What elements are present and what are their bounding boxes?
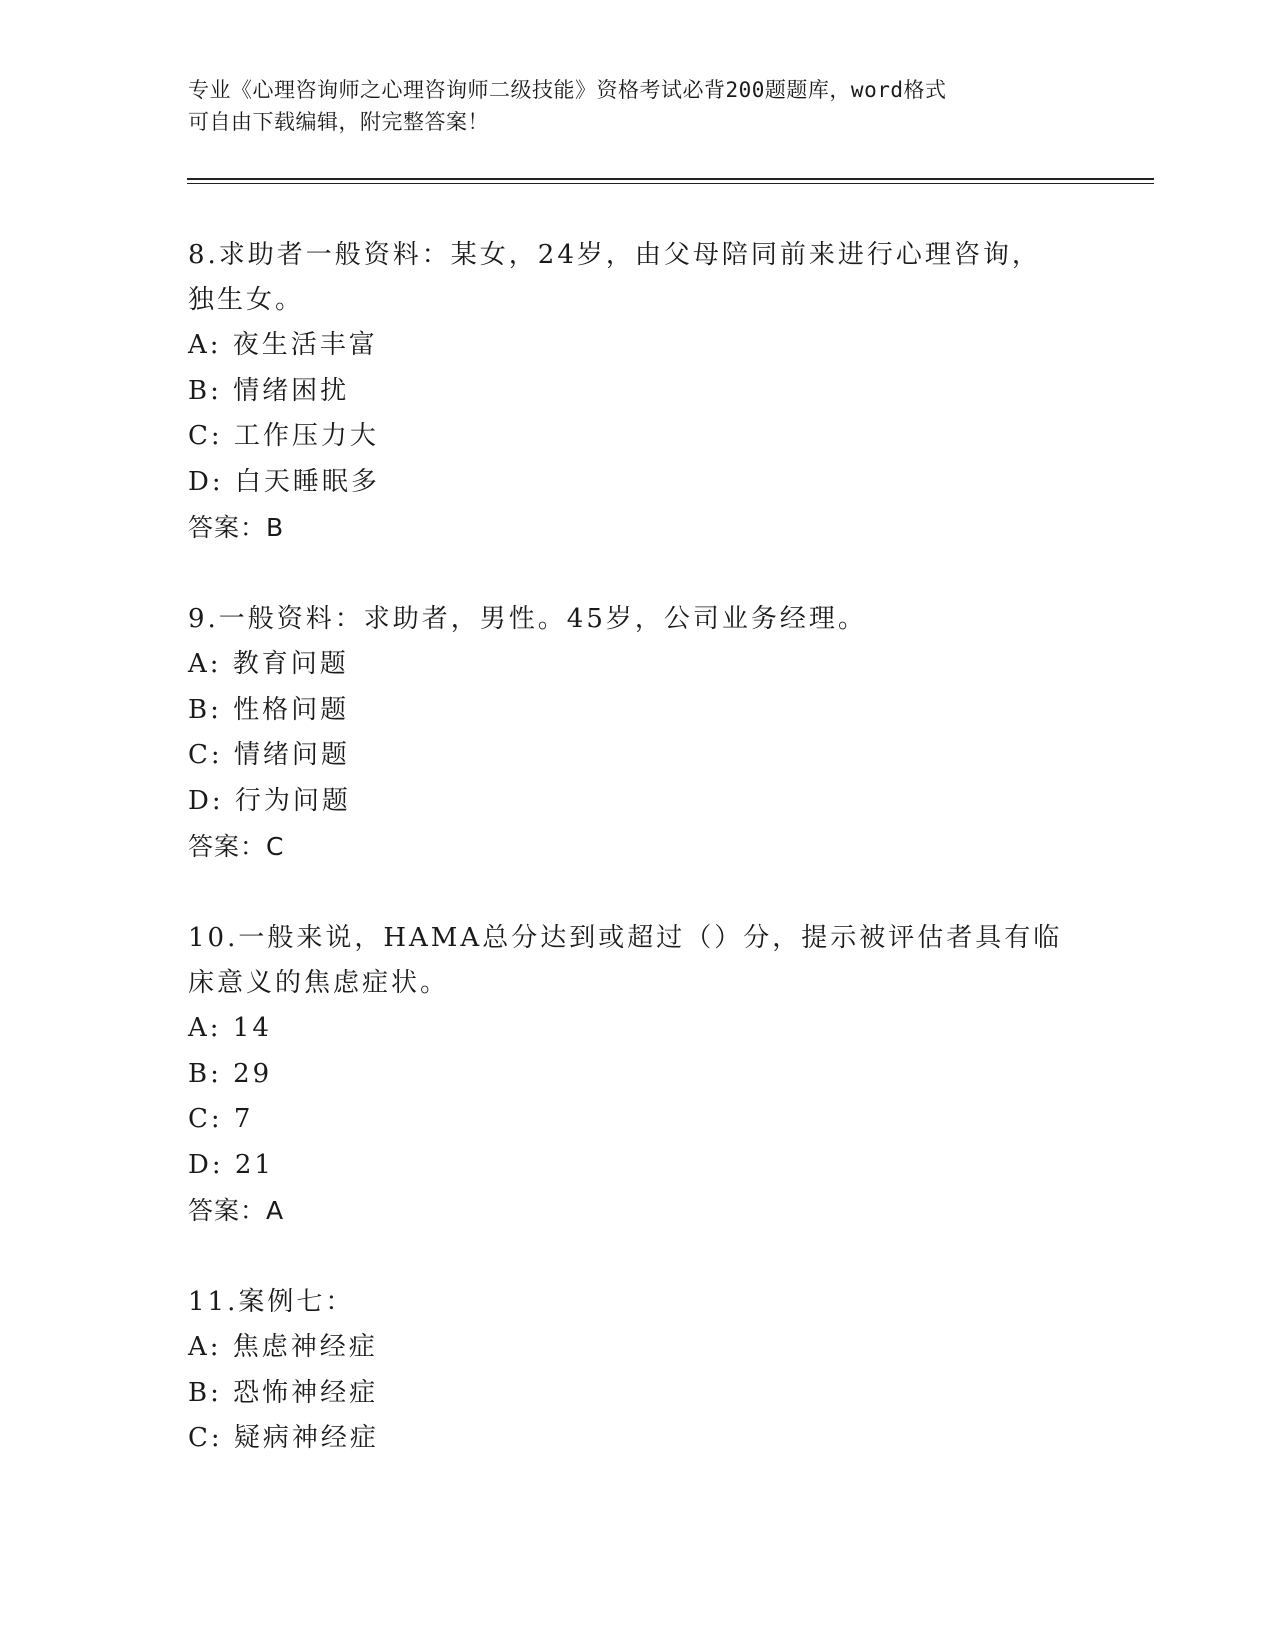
option-d: D: 白天睡眠多: [188, 466, 380, 497]
option-b: B: 恐怖神经症: [188, 1377, 379, 1408]
option-c: C: 疑病神经症: [188, 1423, 379, 1453]
question-stem: 11.案例七：: [188, 1287, 355, 1317]
option-b: B: 29: [188, 1058, 273, 1089]
question-9: [188, 597, 1088, 870]
question-stem: 10.一般来说，HAMA总分达到或超过（）分，提示被评估者具有临床意义的焦虑症状。: [188, 923, 1063, 998]
question-stem: 9.一般资料：求助者，男性。45岁，公司业务经理。: [188, 604, 867, 634]
answer-label: 答案：C: [188, 832, 285, 861]
option-a: A: 14: [188, 1013, 272, 1043]
option-a: A: 焦虑神经症: [188, 1332, 378, 1362]
option-d: D: 21: [188, 1149, 274, 1180]
question-8: [188, 233, 1088, 551]
option-b: B: 性格问题: [188, 694, 350, 725]
header-line-1: 专业《心理咨询师之心理咨询师二级技能》资格考试必背200题题库，word格式: [188, 78, 947, 102]
document-header: [188, 74, 1088, 138]
option-b: B: 情绪困扰: [188, 375, 350, 406]
question-10: [188, 916, 1088, 1234]
option-c: C: 7: [188, 1104, 254, 1134]
header-line-2: 可自由下载编辑，附完整答案！: [188, 110, 489, 134]
option-a: A: 夜生活丰富: [188, 330, 378, 360]
answer-label: 答案：B: [188, 513, 285, 542]
answer-label: 答案：A: [188, 1196, 285, 1225]
question-11: [188, 1280, 1088, 1462]
option-c: C: 工作压力大: [188, 421, 379, 451]
option-c: C: 情绪问题: [188, 740, 350, 770]
header-divider: [187, 178, 1154, 184]
option-d: D: 行为问题: [188, 785, 351, 816]
question-stem: 8.求助者一般资料：某女，24岁，由父母陪同前来进行心理咨询，独生女。: [188, 240, 1041, 315]
option-a: A: 教育问题: [188, 649, 349, 679]
